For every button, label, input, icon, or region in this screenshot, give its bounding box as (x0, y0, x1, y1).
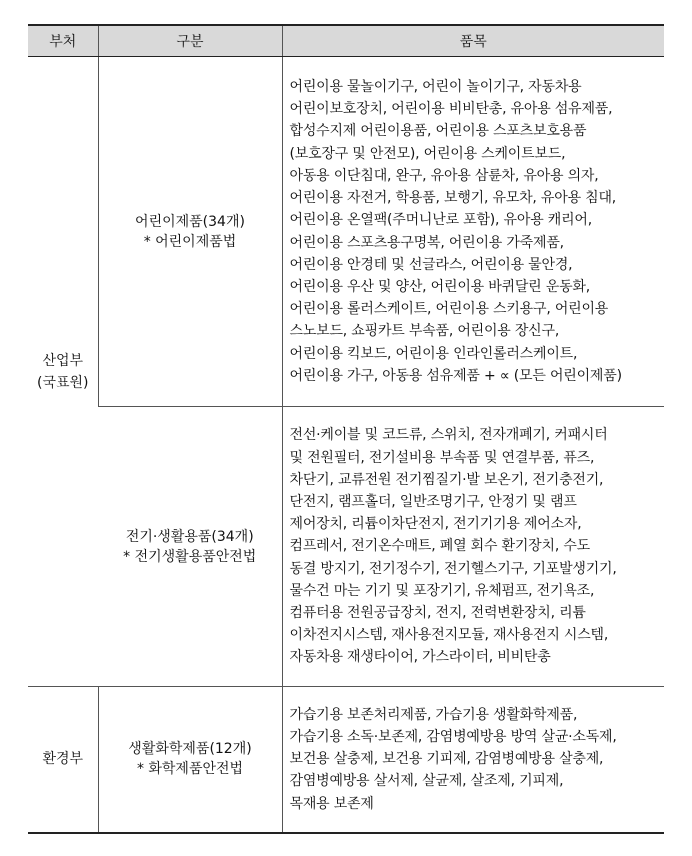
item-line: 차단기, 교류전원 전기찜질기·발 보온기, 전기충전기, (289, 471, 604, 488)
item-line: 전선·케이블 및 코드류, 스위치, 전자개폐기, 커패시터 (289, 427, 608, 444)
item-line: 제어장치, 리튬이차단전지, 전기기기용 제어소자, (289, 516, 582, 533)
item-line: 어린이용 롤러스케이트, 어린이용 스키용구, 어린이용 (289, 301, 609, 318)
category-cell-electrical (98, 407, 282, 687)
category-law: * 전기생활용품안전법 (123, 548, 257, 565)
table-row-children (28, 57, 664, 407)
item-line: 아동용 이단침대, 완구, 유아용 삼륜차, 유아용 의자, (289, 167, 599, 184)
item-line: 스노보드, 쇼핑카트 부속품, 어린이용 장신구, (289, 323, 560, 340)
item-line: 물수건 마는 기기 및 포장기기, 유체펌프, 전기욕조, (289, 582, 595, 599)
item-line: 어린이용 물놀이기구, 어린이 놀이기구, 자동차용 (289, 79, 582, 96)
items-cell-electrical (282, 407, 664, 687)
item-line: 감염병예방용 살서제, 살균제, 살조제, 기피제, (289, 773, 564, 790)
item-line: 어린이용 가구, 아동용 섬유제품 + ∝ (모든 어린이제품) (289, 367, 622, 384)
item-line: 어린이용 안경테 및 선글라스, 어린이용 물안경, (289, 256, 573, 273)
dept-cell-environment (28, 687, 98, 833)
item-line: 어린이보호장치, 어린이용 비비탄총, 유아용 섬유제품, (289, 101, 613, 118)
items-cell-children (282, 57, 664, 407)
item-line: 어린이용 킥보드, 어린이용 인라인롤러스케이트, (289, 345, 578, 362)
item-line: 컴프레서, 전기온수매트, 폐열 회수 환기장치, 수도 (289, 538, 590, 555)
item-line: 목재용 보존제 (289, 795, 374, 812)
table-row-electrical (28, 407, 664, 687)
item-line: 동결 방지기, 전기정수기, 전기헬스기구, 기포발생기기, (289, 560, 617, 577)
header-items: 품목 (282, 25, 664, 57)
items-cell-chemical (282, 687, 664, 833)
category-law: * 화학제품안전법 (136, 761, 244, 778)
category-cell-children (98, 57, 282, 407)
item-line: 어린이용 자전거, 학용품, 보행기, 유모차, 유아용 침대, (289, 190, 617, 207)
item-line: 가습기용 보존처리제품, 가습기용 생활화학제품, (289, 706, 578, 723)
item-line: 합성수지제 어린이용품, 어린이용 스포츠보호용품 (289, 123, 587, 140)
item-line: 단전지, 램프홀더, 일반조명기구, 안정기 및 램프 (289, 493, 577, 510)
item-line: (보호장구 및 안전모), 어린이용 스케이트보드, (289, 145, 566, 162)
item-line: 어린이용 우산 및 양산, 어린이용 바퀴달린 운동화, (289, 278, 590, 295)
header-dept: 부처 (28, 25, 98, 57)
category-name: 생활화학제품(12개) (128, 741, 252, 758)
header-category: 구분 (98, 25, 282, 57)
item-line: 및 전원필터, 전기설비용 부속품 및 연결부품, 퓨즈, (289, 449, 595, 466)
category-law: * 어린이제품법 (143, 233, 237, 250)
item-line: 자동차용 재생타이어, 가스라이터, 비비탄총 (289, 649, 551, 666)
dept-agency: (국표원) (37, 374, 89, 391)
item-line: 컴퓨터용 전원공급장치, 전지, 전력변환장치, 리튬 (289, 605, 586, 621)
item-line: 이차전지시스템, 재사용전지모듈, 재사용전지 시스템, (289, 627, 609, 644)
item-line: 어린이용 스포츠용구명복, 어린이용 가죽제품, (289, 234, 564, 251)
item-line: 보건용 살충제, 보건용 기피제, 감염병예방용 살충제, (289, 751, 604, 768)
dept-name: 산업부 (42, 352, 84, 369)
item-line: 어린이용 온열팩(주머니난로 포함), 유아용 캐리어, (289, 212, 593, 229)
item-line: 가습기용 소독·보존제, 감염병예방용 방역 살균·소독제, (289, 728, 617, 745)
category-name: 어린이제품(34개) (135, 213, 245, 230)
product-table (28, 24, 664, 834)
dept-name: 환경부 (42, 751, 84, 768)
category-name: 전기·생활용품(34개) (125, 528, 254, 545)
product-table-container (28, 24, 664, 834)
dept-cell-industry (28, 57, 98, 687)
table-row-environment (28, 687, 664, 833)
table-header-row (28, 25, 664, 57)
category-cell-chemical (98, 687, 282, 833)
